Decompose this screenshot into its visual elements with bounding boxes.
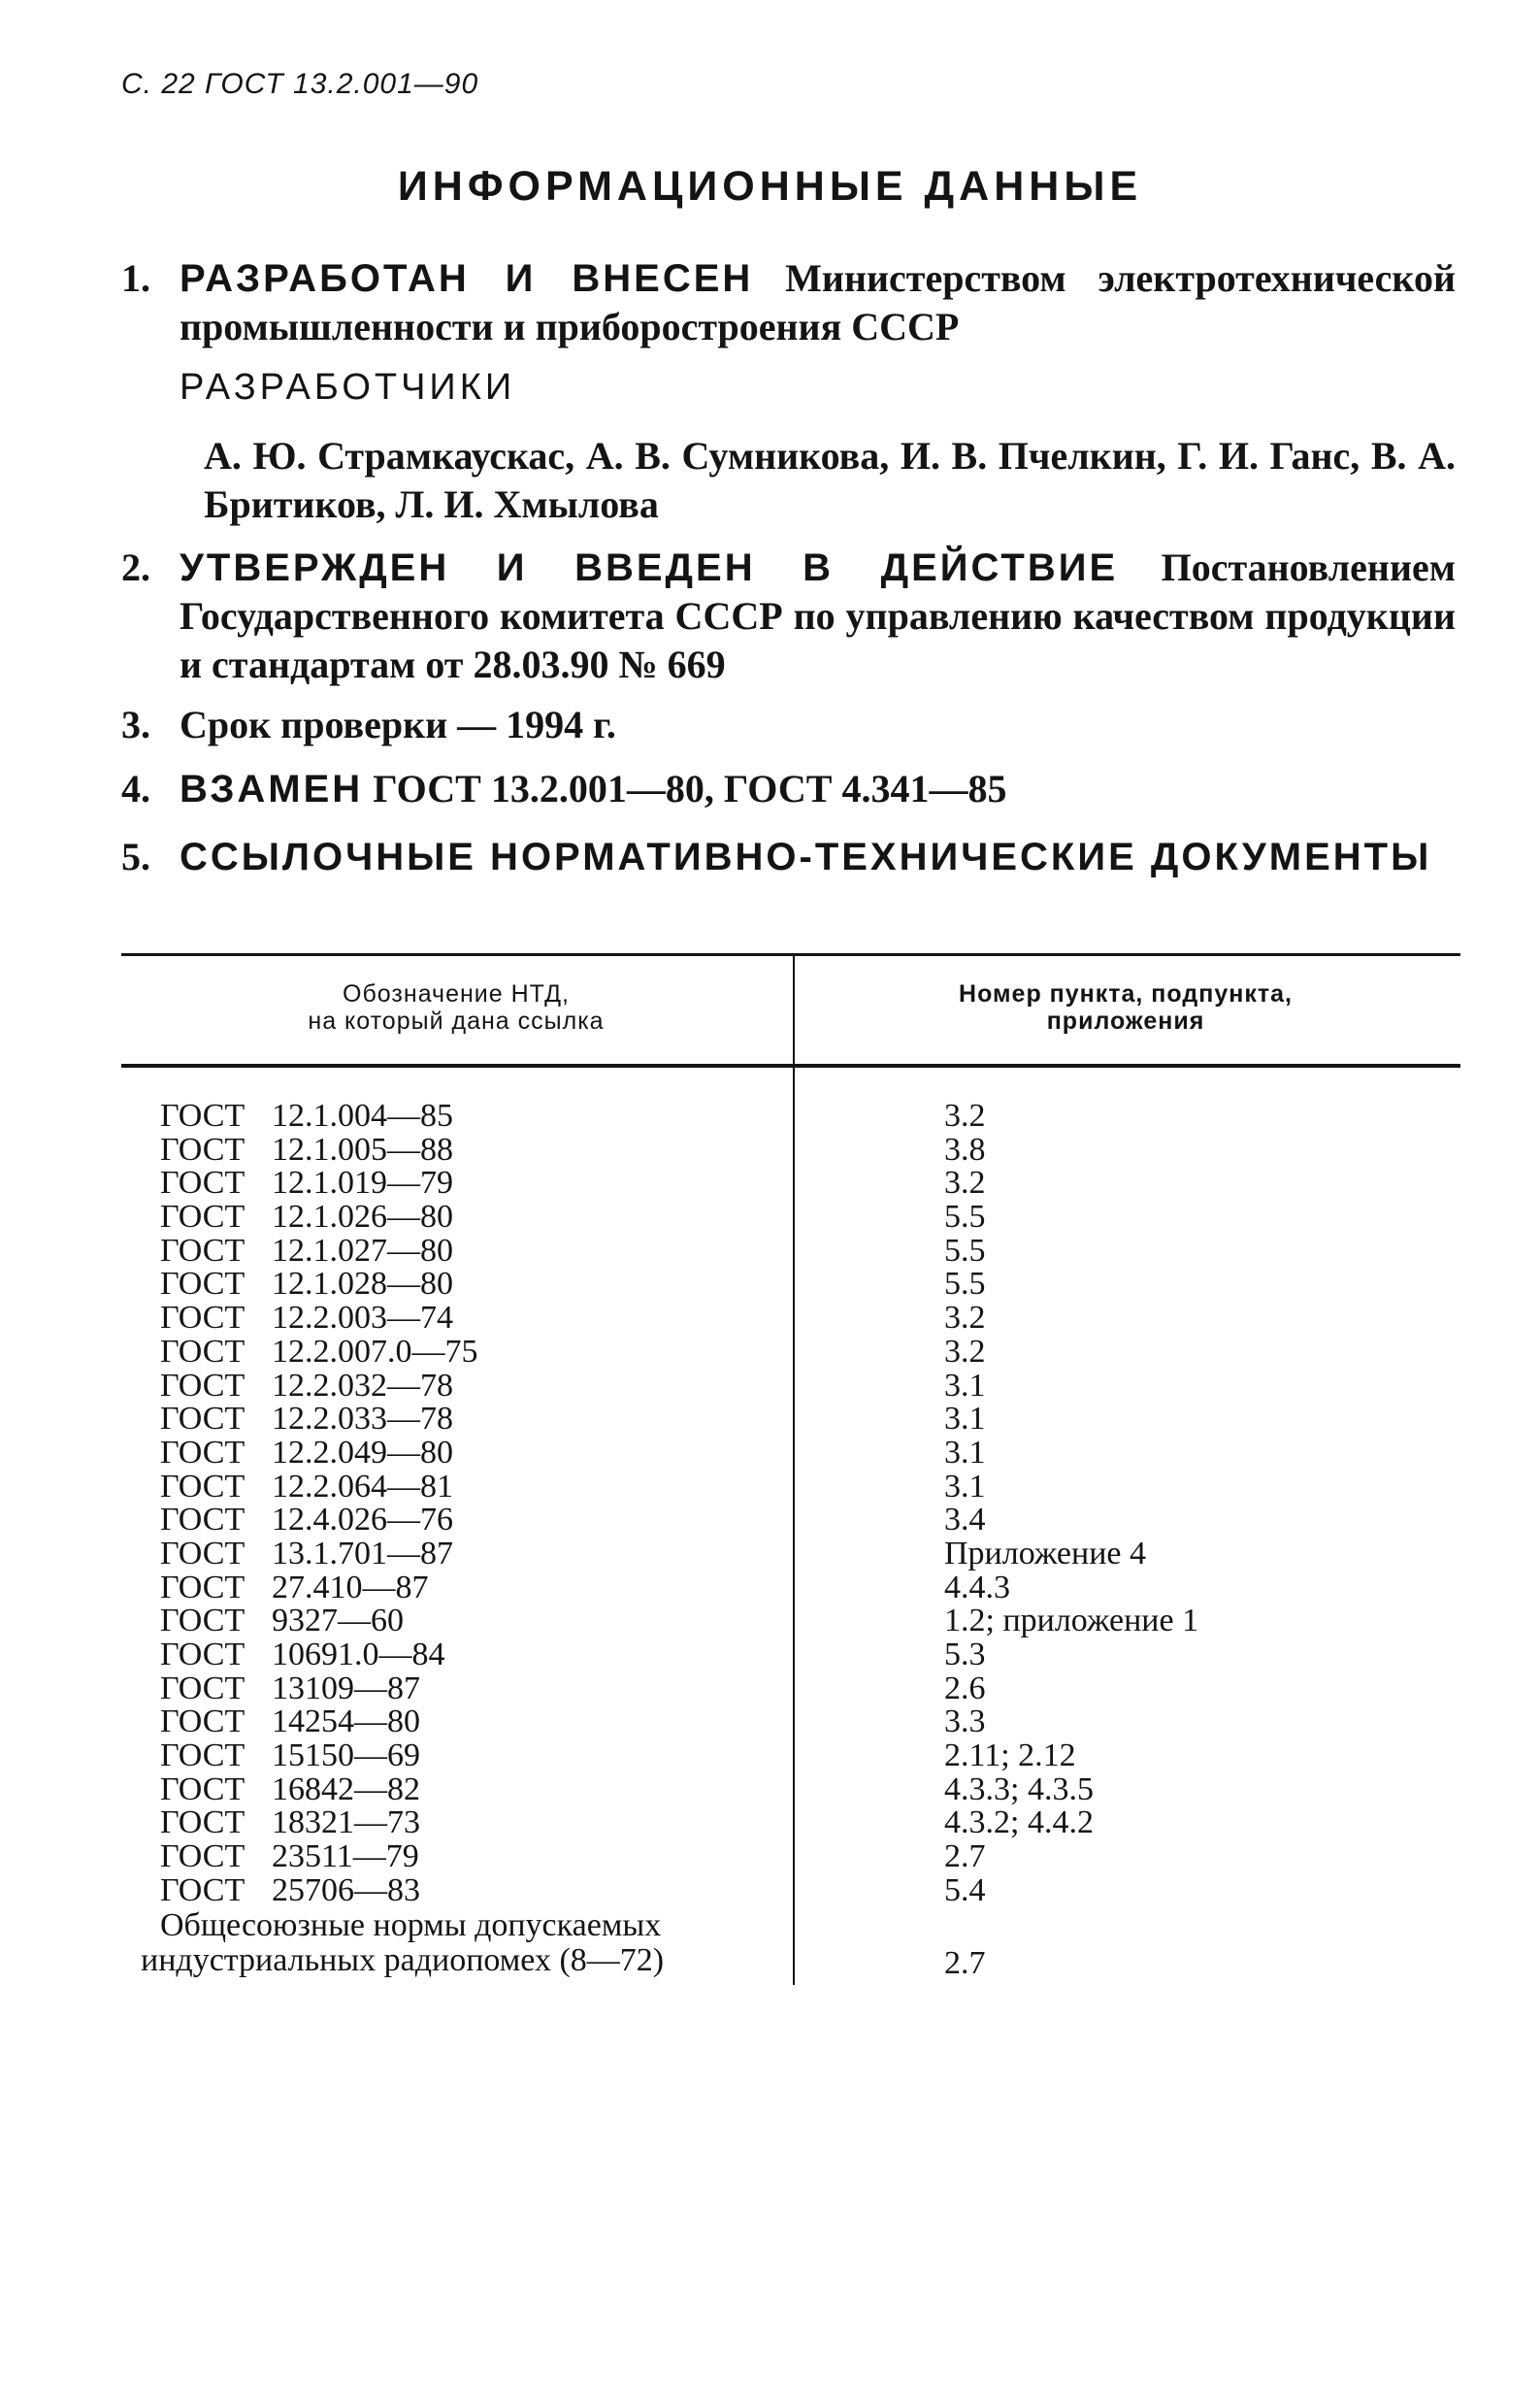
table-note-ref: 2.7 xyxy=(944,1945,986,1981)
table-note xyxy=(141,1908,664,1978)
designation-cell xyxy=(160,1333,478,1370)
item-caps: ВЗАМЕН xyxy=(180,768,364,810)
table-row xyxy=(0,1604,1540,1638)
doc-number: 12.2.049—80 xyxy=(272,1434,453,1471)
clause-cell: 3.2 xyxy=(944,1165,986,1202)
designation-cell xyxy=(160,1840,419,1874)
designation-cell xyxy=(160,1535,453,1571)
table-row xyxy=(0,1571,1540,1605)
designation-cell xyxy=(160,1604,404,1638)
gost-prefix: ГОСТ xyxy=(160,1401,246,1438)
table-header-rule xyxy=(121,1064,1460,1068)
designation-cell xyxy=(160,1201,453,1235)
designation-cell xyxy=(160,1871,420,1908)
doc-number: 12.1.026—80 xyxy=(272,1199,453,1236)
table-row xyxy=(0,1302,1540,1336)
doc-number: 16842—82 xyxy=(272,1770,420,1807)
table-row xyxy=(0,1403,1540,1437)
item-number: 5. xyxy=(121,835,150,878)
header-line: Номер пункта, подпункта, xyxy=(959,980,1293,1008)
doc-number: 12.2.033—78 xyxy=(272,1401,453,1438)
doc-number: 23511—79 xyxy=(272,1838,419,1875)
gost-prefix: ГОСТ xyxy=(160,1232,246,1269)
item-number: 1. xyxy=(121,256,150,300)
item-caps: РАЗРАБОТАН И ВНЕСЕН xyxy=(180,257,754,300)
doc-number: 12.2.003—74 xyxy=(272,1300,453,1337)
item-number: 4. xyxy=(121,767,150,810)
header-line: приложения xyxy=(1046,1008,1205,1035)
table-row xyxy=(0,1333,1540,1370)
clause-cell: 4.3.3; 4.3.5 xyxy=(944,1770,1094,1807)
table-row xyxy=(0,1100,1540,1134)
table-row xyxy=(0,1770,1540,1807)
table-header-designation xyxy=(146,980,767,1035)
table-row xyxy=(0,1434,1540,1471)
clause-cell: 2.6 xyxy=(944,1670,986,1706)
doc-number: 15150—69 xyxy=(272,1737,420,1774)
table-row xyxy=(0,1871,1540,1908)
gost-prefix: ГОСТ xyxy=(160,1367,246,1404)
clause-cell: Приложение 4 xyxy=(944,1535,1146,1571)
gost-prefix: ГОСТ xyxy=(160,1569,246,1605)
clause-cell: 3.1 xyxy=(944,1401,986,1438)
doc-number: 18321—73 xyxy=(272,1804,420,1841)
designation-cell xyxy=(160,1705,420,1739)
gost-prefix: ГОСТ xyxy=(160,1535,246,1571)
clause-cell: 4.3.2; 4.4.2 xyxy=(944,1804,1094,1841)
item-text: ГОСТ 13.2.001—80, ГОСТ 4.341—85 xyxy=(373,767,1007,810)
designation-cell xyxy=(160,1806,420,1840)
item-caps: УТВЕРЖДЕН И ВВЕДЕН В ДЕЙСТВИЕ xyxy=(180,546,1119,589)
gost-prefix: ГОСТ xyxy=(160,1637,246,1672)
clause-cell: 3.4 xyxy=(944,1502,986,1538)
designation-cell xyxy=(160,1739,420,1773)
designation-cell xyxy=(160,1468,453,1505)
page-header: С. 22 ГОСТ 13.2.001—90 xyxy=(121,68,479,100)
designation-cell xyxy=(160,1672,420,1706)
gost-prefix: ГОСТ xyxy=(160,1703,246,1740)
clause-cell: 1.2; приложение 1 xyxy=(944,1603,1199,1639)
designation-cell xyxy=(160,1638,445,1672)
doc-number: 12.1.005—88 xyxy=(272,1131,453,1168)
page-title: ИНФОРМАЦИОННЫЕ ДАННЫЕ xyxy=(397,163,1143,210)
clause-cell: 5.4 xyxy=(944,1871,986,1908)
doc-number: 12.1.027—80 xyxy=(272,1232,453,1269)
clause-cell: 3.2 xyxy=(944,1098,986,1134)
item-number: 3. xyxy=(121,703,150,746)
table-row xyxy=(0,1232,1540,1269)
designation-cell xyxy=(160,1100,453,1134)
gost-prefix: ГОСТ xyxy=(160,1165,246,1202)
table-row xyxy=(0,1167,1540,1201)
table-row xyxy=(0,1201,1540,1235)
clause-cell: 3.1 xyxy=(944,1367,986,1404)
clause-cell: 3.2 xyxy=(944,1333,986,1370)
developers-list xyxy=(204,432,1456,529)
info-item-1 xyxy=(121,254,1456,351)
clause-cell: 4.4.3 xyxy=(944,1569,1010,1605)
clause-cell: 2.11; 2.12 xyxy=(944,1737,1076,1774)
table-row xyxy=(0,1367,1540,1404)
designation-cell xyxy=(160,1504,453,1538)
gost-prefix: ГОСТ xyxy=(160,1266,246,1303)
clause-cell: 5.5 xyxy=(944,1199,986,1236)
gost-prefix: ГОСТ xyxy=(160,1098,246,1134)
gost-prefix: ГОСТ xyxy=(160,1333,246,1370)
designation-cell xyxy=(160,1232,453,1269)
gost-prefix: ГОСТ xyxy=(160,1770,246,1807)
item-text: Министерством электротехнической промышленности и приборостроения СССР xyxy=(180,256,1456,348)
table-row xyxy=(0,1131,1540,1168)
header-line: Обозначение НТД, xyxy=(343,980,570,1008)
clause-cell: 2.7 xyxy=(944,1838,986,1875)
gost-prefix: ГОСТ xyxy=(160,1468,246,1505)
table-row xyxy=(0,1535,1540,1571)
info-item-5 xyxy=(121,833,1456,881)
clause-cell: 3.8 xyxy=(944,1131,986,1168)
clause-cell: 3.3 xyxy=(944,1703,986,1740)
doc-number: 12.2.064—81 xyxy=(272,1468,453,1505)
table-row xyxy=(0,1468,1540,1505)
clause-cell: 3.1 xyxy=(944,1434,986,1471)
header-line: на который дана ссылка xyxy=(308,1008,605,1035)
gost-prefix: ГОСТ xyxy=(160,1838,246,1875)
clause-cell: 5.5 xyxy=(944,1266,986,1303)
doc-number: 12.1.004—85 xyxy=(272,1098,453,1134)
gost-prefix: ГОСТ xyxy=(160,1131,246,1168)
clause-cell: 5.5 xyxy=(944,1232,986,1269)
table-row xyxy=(0,1739,1540,1773)
developers-names: А. Ю. Страмкаускас, А. В. Сумникова, И. В. Пчелкин, Г. И. Ганс, В. А. Бритиков, Л. И. Хмылова xyxy=(204,434,1456,526)
table-row xyxy=(0,1840,1540,1874)
designation-cell xyxy=(160,1131,453,1168)
table-row xyxy=(0,1268,1540,1302)
gost-prefix: ГОСТ xyxy=(160,1502,246,1538)
gost-prefix: ГОСТ xyxy=(160,1804,246,1841)
doc-number: 9327—60 xyxy=(272,1603,404,1639)
info-item-3 xyxy=(121,701,1456,749)
doc-number: 12.4.026—76 xyxy=(272,1502,453,1538)
table-row xyxy=(0,1638,1540,1672)
doc-number: 13.1.701—87 xyxy=(272,1535,453,1571)
gost-prefix: ГОСТ xyxy=(160,1603,246,1639)
note-line: индустриальных радиопомех (8—72) xyxy=(141,1942,665,1978)
doc-number: 12.1.019—79 xyxy=(272,1165,453,1202)
designation-cell xyxy=(160,1403,453,1437)
gost-prefix: ГОСТ xyxy=(160,1199,246,1236)
table-row xyxy=(0,1504,1540,1538)
gost-prefix: ГОСТ xyxy=(160,1670,246,1706)
designation-cell xyxy=(160,1434,453,1471)
item-text: Постановлением Государственного комитета СССР по управлению качеством продукции и стандартам от 28.03.90 № 669 xyxy=(180,546,1457,686)
info-item-4 xyxy=(121,765,1456,813)
table-row xyxy=(0,1806,1540,1840)
clause-cell: 3.1 xyxy=(944,1468,986,1505)
doc-number: 12.1.028—80 xyxy=(272,1266,453,1303)
doc-number: 25706—83 xyxy=(272,1871,420,1908)
doc-number: 27.410—87 xyxy=(272,1569,429,1605)
developers-heading: РАЗРАБОТЧИКИ xyxy=(180,367,516,408)
designation-cell xyxy=(160,1367,453,1404)
info-item-2 xyxy=(121,544,1456,689)
designation-cell xyxy=(160,1770,420,1807)
table-row xyxy=(0,1705,1540,1739)
clause-cell: 3.2 xyxy=(944,1300,986,1337)
designation-cell xyxy=(160,1268,453,1302)
table-row xyxy=(0,1672,1540,1706)
doc-number: 10691.0—84 xyxy=(272,1637,445,1672)
gost-prefix: ГОСТ xyxy=(160,1737,246,1774)
clause-cell: 5.3 xyxy=(944,1637,986,1672)
gost-prefix: ГОСТ xyxy=(160,1434,246,1471)
note-line: Общесоюзные нормы допускаемых xyxy=(160,1907,662,1943)
gost-prefix: ГОСТ xyxy=(160,1300,246,1337)
table-header-clause xyxy=(805,980,1446,1035)
gost-prefix: ГОСТ xyxy=(160,1871,246,1908)
table-top-rule xyxy=(121,953,1460,956)
doc-number: 12.2.032—78 xyxy=(272,1367,453,1404)
item-text: Срок проверки — 1994 г. xyxy=(180,703,616,746)
designation-cell xyxy=(160,1167,453,1201)
item-number: 2. xyxy=(121,546,150,589)
table-body xyxy=(0,1100,1540,1908)
item-caps: ССЫЛОЧНЫЕ НОРМАТИВНО-ТЕХНИЧЕСКИЕ ДОКУМЕНТЫ xyxy=(180,836,1432,878)
doc-number: 12.2.007.0—75 xyxy=(272,1333,478,1370)
doc-number: 13109—87 xyxy=(272,1670,420,1706)
designation-cell xyxy=(160,1571,429,1605)
designation-cell xyxy=(160,1302,453,1336)
doc-number: 14254—80 xyxy=(272,1703,420,1740)
